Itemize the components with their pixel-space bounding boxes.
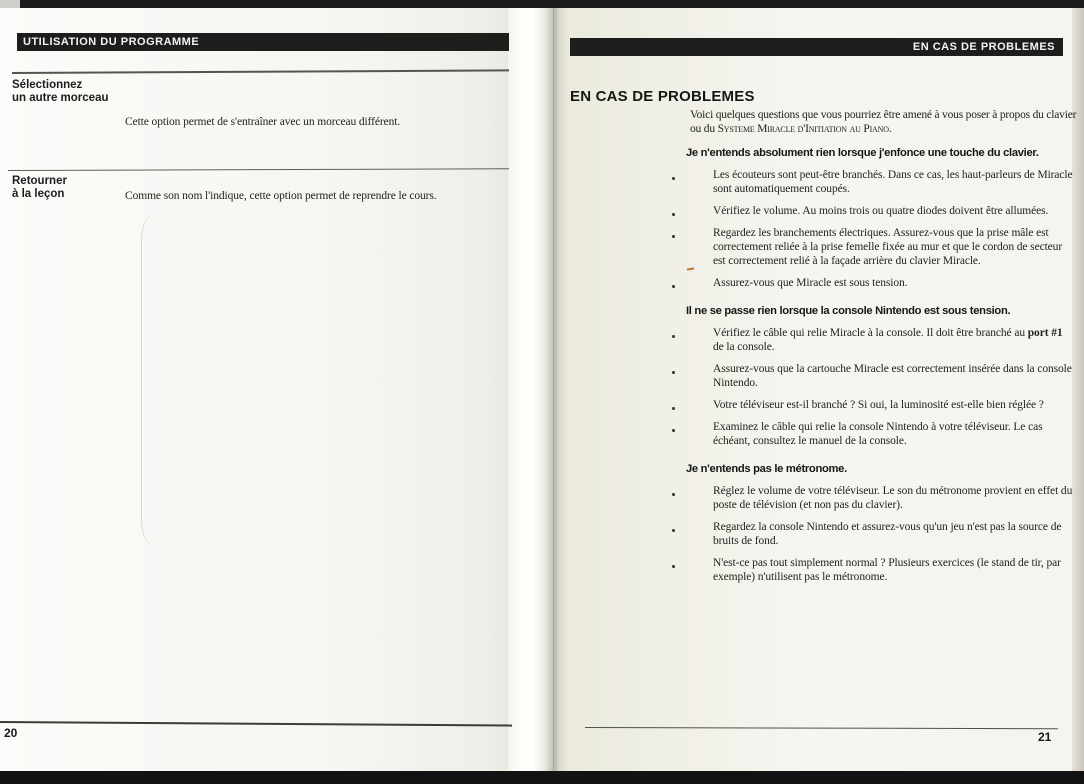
bullet-text: Vérifiez le volume. Au moins trois ou quatre diodes doivent être allumées. <box>713 205 1049 217</box>
entry-label-line: un autre morceau <box>12 92 109 104</box>
page-title: EN CAS DE PROBLEMES <box>570 88 755 105</box>
bullet-dot-icon <box>672 204 713 218</box>
bullet-item <box>672 276 1075 290</box>
bullet-dot-icon <box>672 362 713 390</box>
entry-body-select-piece: Cette option permet de s'entraîner avec un morceau différent. <box>125 116 401 128</box>
bullet-dot-icon <box>672 226 713 268</box>
section-heading: Je n'entends absolument rien lorsque j'enfonce une touche du clavier. <box>686 147 1039 159</box>
entry-label-return-lesson <box>12 175 67 201</box>
troubleshooting-sections <box>570 146 1075 592</box>
bullet-item <box>672 326 1075 354</box>
bullet-dot-icon <box>672 556 713 584</box>
bullet-text: Regardez les branchements électriques. Assurez-vous que la prise mâle est correctement reliée à la prise femelle fixée au mur et que le cordon de secteur est correctement relié à la façade arrière du clavier Miracle. <box>713 227 1063 267</box>
entry-label-line: à la leçon <box>12 188 65 200</box>
bullet-item <box>672 362 1075 390</box>
bullet-item <box>672 484 1075 512</box>
bullet-text: Examinez le câble qui relie la console Nintendo à votre téléviseur. Le cas échéant, consultez le manuel de la console. <box>713 421 1043 447</box>
scanner-edge-top <box>0 0 1084 8</box>
bullet-item <box>672 168 1075 196</box>
gutter-crease-line <box>553 8 554 771</box>
bullet-text: Regardez la console Nintendo et assurez-vous qu'un jeu n'est pas la source de bruits de fond. <box>713 521 1062 547</box>
page-crease-artifact <box>141 215 164 545</box>
bullet-dot-icon <box>672 520 713 548</box>
entry-label-line: Retourner <box>12 175 67 187</box>
section-heading: Il ne se passe rien lorsque la console Nintendo est sous tension. <box>686 305 1011 317</box>
scanner-edge-bottom <box>0 771 1084 784</box>
bullet-text: Votre téléviseur est-il branché ? Si oui, la luminosité est-elle bien réglée ? <box>713 399 1044 411</box>
intro-text-segment: Voici quelques questions que vous pourriez être amené à vous poser à propos du clavier ou du <box>690 109 1077 135</box>
bullet-dot-icon <box>672 398 713 412</box>
right-page-header-bar <box>570 38 1063 56</box>
bullet-text: Les écouteurs sont peut-être branchés. Dans ce cas, les haut-parleurs de Miracle sont automatiquement coupés. <box>713 169 1073 195</box>
right-page-header-label: EN CAS DE PROBLEMES <box>912 41 1055 53</box>
left-page-header-label: UTILISATION DU PROGRAMME <box>23 36 200 48</box>
scanner-edge-notch <box>0 0 20 8</box>
entry-body-return-lesson: Comme son nom l'indique, cette option permet de reprendre le cours. <box>125 190 437 202</box>
section-heading: Je n'entends pas le métronome. <box>686 463 847 475</box>
bullet-dot-icon <box>672 326 713 354</box>
intro-text-segment: Systeme Miracle d'Initiation au Piano. <box>717 123 892 135</box>
bullet-item <box>672 204 1075 218</box>
left-page-header-bar <box>17 33 509 51</box>
bullet-item <box>672 420 1075 448</box>
bullet-text: Réglez le volume de votre téléviseur. Le son du métronome provient en effet du poste de télévision (et non pas du clavier). <box>713 485 1073 511</box>
bullet-dot-icon <box>672 276 713 290</box>
page-number-right: 21 <box>1038 730 1052 744</box>
book-gutter <box>508 8 572 771</box>
bullet-item <box>672 398 1075 412</box>
page-number-left: 20 <box>4 726 18 740</box>
bullet-dot-icon <box>672 420 713 448</box>
entry-label-line: Sélectionnez <box>12 79 83 91</box>
bullet-item <box>672 556 1075 584</box>
bullet-dot-icon <box>672 484 713 512</box>
bullet-text: Vérifiez le câble qui relie Miracle à la console. Il doit être branché au port #1 de la console. <box>713 327 1063 353</box>
entry-label-select-piece <box>12 79 109 105</box>
bullet-item <box>672 226 1075 268</box>
bullet-text: N'est-ce pas tout simplement normal ? Plusieurs exercices (le stand de tir, par exemple) n'utilisent pas le métronome. <box>713 557 1061 583</box>
bullet-dot-icon <box>672 168 713 196</box>
bullet-text: Assurez-vous que la cartouche Miracle est correctement insérée dans la console Nintendo. <box>713 363 1072 389</box>
intro-paragraph <box>690 108 1080 136</box>
bullet-text: Assurez-vous que Miracle est sous tension. <box>713 277 908 289</box>
bullet-item <box>672 520 1075 548</box>
